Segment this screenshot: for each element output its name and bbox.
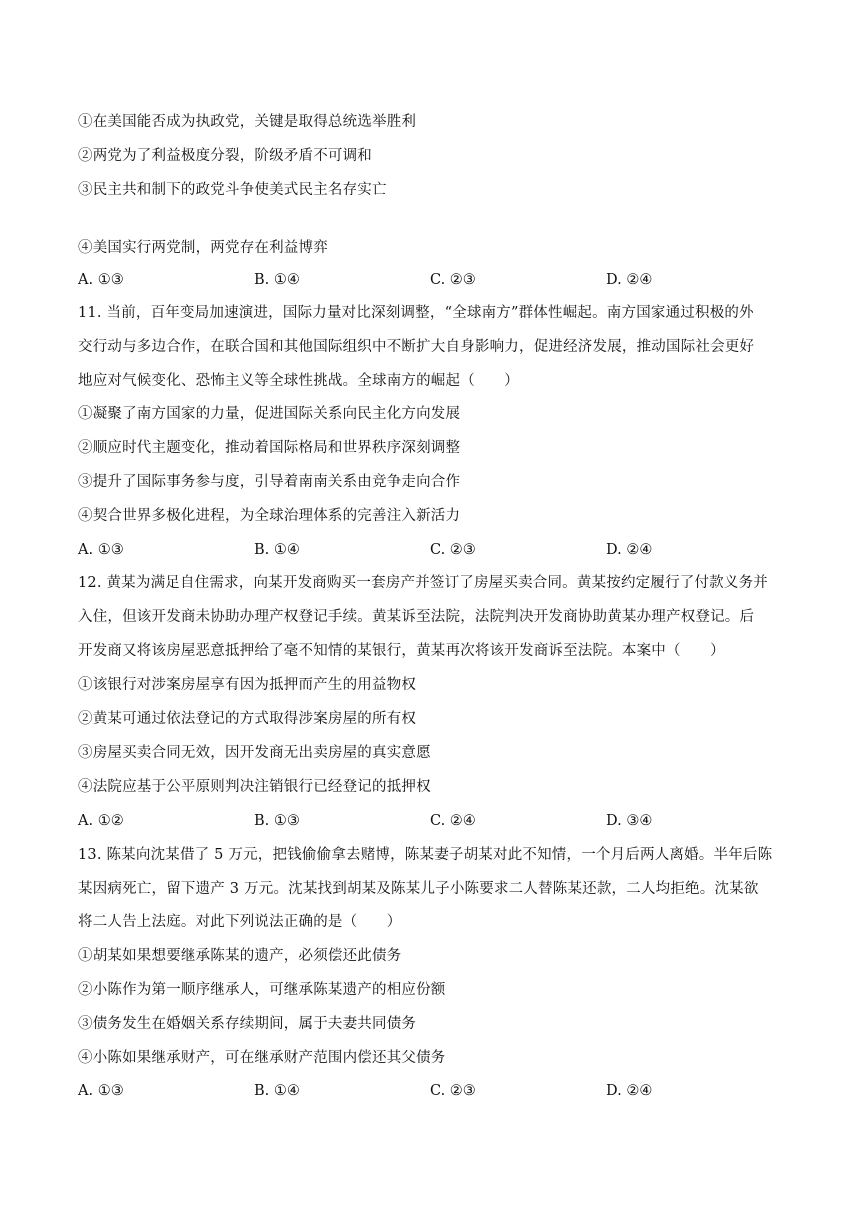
q11-option-b: B. ①④ [254,542,300,558]
q11-statement-3: ③提升了国际事务参与度，引导着南南关系由竞争走向合作 [78,474,461,490]
q12-stem-line-2: 入住，但该开发商未协助办理产权登记手续。黄某诉至法院，法院判决开发商协助黄某办理产权登记。后 [78,609,755,625]
q12-stem-line-1: 12. 黄某为满足自住需求，向某开发商购买一套房产并签订了房屋买卖合同。黄某按约定履行了付款义务并 [78,575,768,591]
q12-statement-2: ②黄某可通过依法登记的方式取得涉案房屋的所有权 [78,711,417,727]
q12-stem-line-3: 开发商又将该房屋恶意抵押给了毫不知情的某银行，黄某再次将该开发商诉至法院。本案中（ ） [78,643,725,659]
q12-option-b: B. ①③ [254,813,300,829]
q12-statement-4: ④法院应基于公平原则判决注销银行已经登记的抵押权 [78,779,431,795]
q13-stem-line-2: 某因病死亡，留下遗产 3 万元。沈某找到胡某及陈某儿子小陈要求二人替陈某还款，二人均拒绝。沈某欲 [78,881,759,897]
q10-option-b: B. ①④ [254,272,300,288]
q12-option-d: D. ③④ [606,813,653,829]
q13-statement-1: ①胡某如果想要继承陈某的遗产，必须偿还此债务 [78,948,402,964]
q13-stem-line-1: 13. 陈某向沈某借了 5 万元，把钱偷偷拿去赌博，陈某妻子胡某对此不知情，一个月后两人离婚。半年后陈 [78,847,773,863]
q10-statement-4: ④美国实行两党制，两党存在利益博弈 [78,240,328,256]
q13-option-b: B. ①④ [254,1083,300,1099]
q13-statement-2: ②小陈作为第一顺序继承人，可继承陈某遗产的相应份额 [78,982,446,998]
q10-option-a: A. ①③ [78,272,124,288]
q10-option-d: D. ②④ [606,272,653,288]
q12-option-c: C. ②④ [430,813,476,829]
q10-statement-1: ①在美国能否成为执政党，关键是取得总统选举胜利 [78,114,417,130]
q13-options [78,1081,790,1101]
q11-option-a: A. ①③ [78,542,124,558]
q11-options [78,540,790,560]
q13-option-a: A. ①③ [78,1083,124,1099]
q13-statement-3: ③债务发生在婚姻关系存续期间，属于夫妻共同债务 [78,1016,417,1032]
q13-option-c: C. ②③ [430,1083,476,1099]
q11-stem-line-2: 交行动与多边合作，在联合国和其他国际组织中不断扩大自身影响力，促进经济发展，推动国际社会更好 [78,339,755,355]
q10-options [78,270,790,290]
q12-option-a: A. ①② [78,813,124,829]
q11-stem-line-1: 11. 当前，百年变局加速演进，国际力量对比深刻调整，“全球南方”群体性崛起。南方国家通过积极的外 [78,305,754,321]
q11-option-d: D. ②④ [606,542,653,558]
q11-statement-2: ②顺应时代主题变化，推动着国际格局和世界秩序深刻调整 [78,440,461,456]
q11-statement-1: ①凝聚了南方国家的力量，促进国际关系向民主化方向发展 [78,406,461,422]
q11-stem-line-3: 地应对气候变化、恐怖主义等全球性挑战。全球南方的崛起（ ） [78,373,519,389]
q13-stem-line-3: 将二人告上法庭。对此下列说法正确的是（ ） [78,914,402,930]
q10-statement-3: ③民主共和制下的政党斗争使美式民主名存实亡 [78,182,387,198]
q13-option-d: D. ②④ [606,1083,653,1099]
q10-statement-2: ②两党为了利益极度分裂，阶级矛盾不可调和 [78,148,372,164]
q12-statement-3: ③房屋买卖合同无效，因开发商无出卖房屋的真实意愿 [78,745,431,761]
q12-statement-1: ①该银行对涉案房屋享有因为抵押而产生的用益物权 [78,677,417,693]
q11-statement-4: ④契合世界多极化进程，为全球治理体系的完善注入新活力 [78,508,461,524]
q13-statement-4: ④小陈如果继承财产，可在继承财产范围内偿还其父债务 [78,1050,446,1066]
q11-option-c: C. ②③ [430,542,476,558]
q12-options [78,811,790,831]
q10-option-c: C. ②③ [430,272,476,288]
